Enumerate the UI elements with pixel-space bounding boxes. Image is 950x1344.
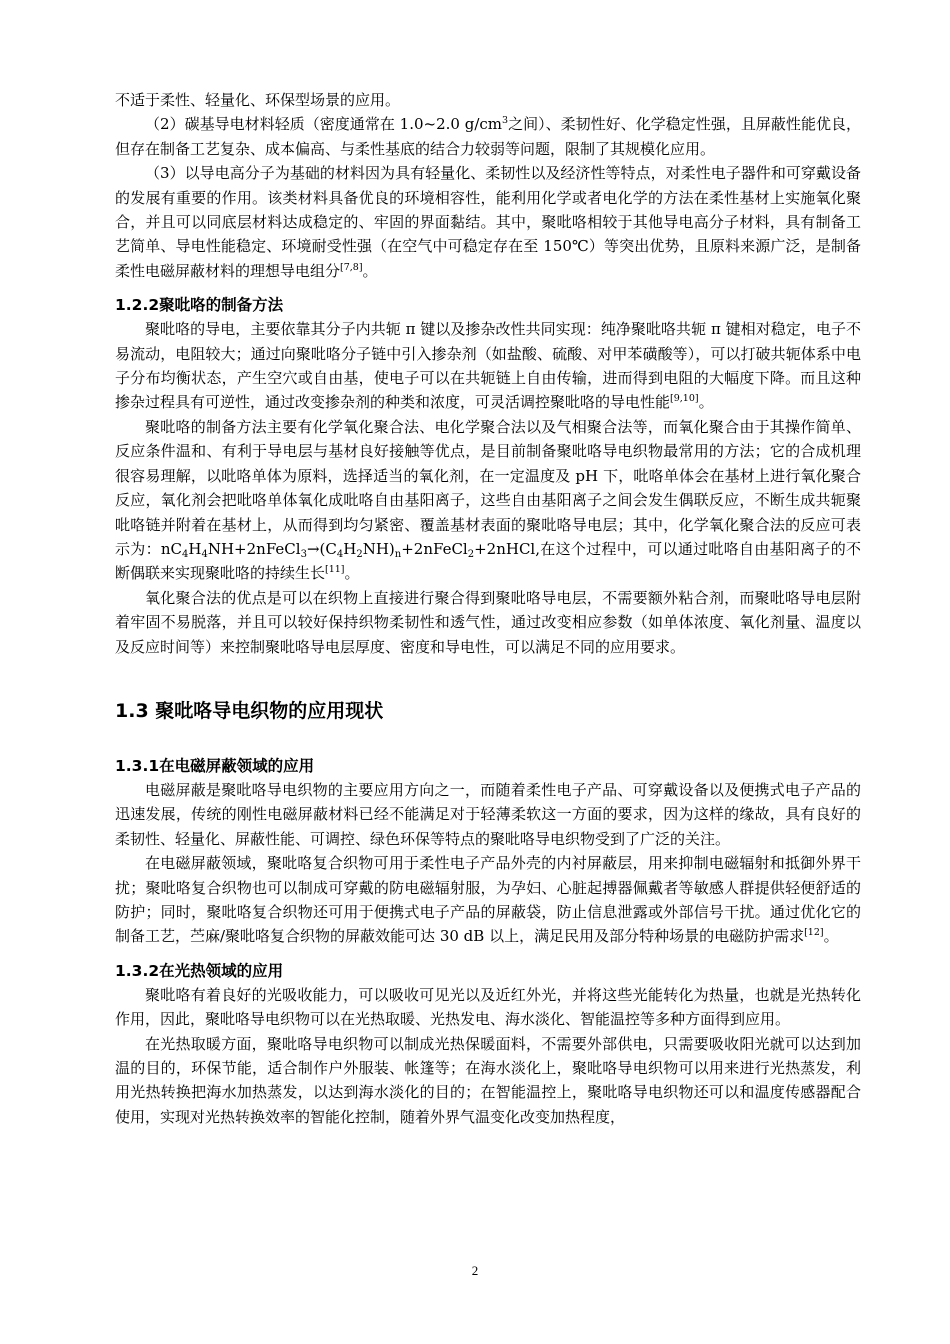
paragraph-preparation-methods: 聚吡咯的制备方法主要有化学氧化聚合法、电化学聚合法以及气相聚合法等，而氧化聚合由于其操作简单、反应条件温和、有利于导电层与基材良好接触等优点，是目前制备聚吡咯导电织物最常用的方法；它的合成机理很容易理解，以吡咯单体为原料，选择适当的氧化剂，在一定温度及 pH 下，吡咯单体会在基材上进行氧化聚合反应，氧化剂会把吡咯单体氧化成吡咯自由基阳离子，这些自由基阳离子之间会发生偶联反应，不断生成共轭聚吡咯链并附着在基材上，从而得到均匀紧密、覆盖基材表面的聚吡咯导电层；其中，化学氧化聚合法的反应可表示为：$nC_4H_4NH+2nFeCl_3\to(C_4H_2NH)_n+2nFeCl_2+2nHCl$,在这个过程中，可以通过吡咯自由基阳离子的不断偶联来实现聚吡咯的持续生长[11]。 (115, 417, 861, 583)
section-heading-1-3-2: 1.3.2在光热领域的应用 (115, 961, 284, 980)
paragraph-oxidative-polymerization-advantages: 氧化聚合法的优点是可以在织物上直接进行聚合得到聚吡咯导电层，不需要额外粘合剂，而聚吡咯导电层附着牢固不易脱落，并且可以较好保持织物柔韧性和透气性，通过改变相应参数（如单体浓度、氧化剂量、温度以及反应时间等）来控制聚吡咯导电层厚度、密度和导电性，可以满足不同的应用要求。 (115, 588, 861, 656)
paragraph-emi-shielding-applications: 在电磁屏蔽领域，聚吡咯复合织物可用于柔性电子产品外壳的内衬屏蔽层，用来抑制电磁辐射和抵御外界干扰；聚吡咯复合织物也可以制成可穿戴的防电磁辐射服，为孕妇、心脏起搏器佩戴者等敏感人群提供轻便舒适的防护；同时，聚吡咯复合织物还可用于便携式电子产品的屏蔽袋，防止信息泄露或外部信号干扰。通过优化它的制备工艺，苎麻/聚吡咯复合织物的屏蔽效能可达 30 dB 以上，满足民用及部分特种场景的电磁防护需求[12]。 (115, 854, 861, 946)
document-page (115, 88, 861, 1129)
paragraph-photothermal-intro: 聚吡咯有着良好的光吸收能力，可以吸收可见光以及近红外光，并将这些光能转化为热量，也就是光热转化作用，因此，聚吡咯导电织物可以在光热取暖、光热发电、海水淡化、智能温控等多种方面得到应用。 (115, 985, 861, 1029)
page-number: 2 (471, 1263, 479, 1278)
section-heading-1-3: 1.3 聚吡咯导电织物的应用现状 (115, 699, 384, 722)
section-heading-1-2-2: 1.2.2聚吡咯的制备方法 (115, 296, 284, 315)
paragraph-conductive-polymer: （3）以导电高分子为基础的材料因为具有轻量化、柔韧性以及经济性等特点，对柔性电子器件和可穿戴设备的发展有重要的作用。该类材料具备优良的环境相容性，能利用化学或者电化学的方法在柔性基材上实施氧化聚合，并且可以同底层材料达成稳定的、牢固的界面黏结。其中，聚吡咯相较于其他导电高分子材料，具有制备工艺简单、导电性能稳定、环境耐受性强（在空气中可稳定存在至 150℃）等突出优势，且原料来源广泛，是制备柔性电磁屏蔽材料的理想导电组分[7,8]。 (115, 164, 861, 280)
section-heading-1-3-1: 1.3.1在电磁屏蔽领域的应用 (115, 756, 315, 775)
citation: [9,10] (670, 393, 699, 405)
citation: [7,8] (340, 261, 363, 273)
paragraph-carbon-materials: （2）碳基导电材料轻质（密度通常在 1.0~2.0 $g/cm^3$之间）、柔韧性好、化学稳定性强，且屏蔽性能优良，但存在制备工艺复杂、成本偏高、与柔性基底的结合力较弱等问题，限制了其规模化应用。 (115, 115, 861, 158)
citation: [12] (804, 927, 824, 939)
paragraph-conduction-mechanism: 聚吡咯的导电，主要依靠其分子内共轭 π 键以及掺杂改性共同实现：纯净聚吡咯共轭 π 键相对稳定，电子不易流动，电阻较大；通过向聚吡咯分子链中引入掺杂剂（如盐酸、硫酸、对甲苯磺酸等），可以打破共轭体系中电子分布均衡状态，产生空穴或自由基，使电子可以在共轭链上自由传输，进而得到电阻的大幅度下降。而且这种掺杂过程具有可逆性，通过改变掺杂剂的种类和浓度，可灵活调控聚吡咯的导电性能[9,10]。 (115, 320, 861, 412)
paragraph-photothermal-applications: 在光热取暖方面，聚吡咯导电织物可以制成光热保暖面料，不需要外部供电，只需要吸收阳光就可以达到加温的目的，环保节能，适合制作户外服装、帐篷等；在海水淡化上，聚吡咯导电织物可以用来进行光热蒸发，利用光热转换把海水加热蒸发，以达到海水淡化的目的；在智能温控上，聚吡咯导电织物还可以和温度传感器配合使用，实现对光热转换效率的智能化控制，随着外界气温变化改变加热程度， (115, 1034, 861, 1126)
reaction-equation: $nC_4H_4NH+2nFeCl_3\to(C_4H_2NH)_n+2nFeCl_2+2nHCl$, (160, 539, 540, 560)
citation: [11] (325, 564, 345, 576)
paragraph-emi-shielding-intro: 电磁屏蔽是聚吡咯导电织物的主要应用方向之一，而随着柔性电子产品、可穿戴设备以及便携式电子产品的迅速发展，传统的刚性电磁屏蔽材料已经不能满足对于轻薄柔软这一方面的要求，因为这样的缘故，具有良好的柔韧性、轻量化、屏蔽性能、可调控、绿色环保等特点的聚吡咯导电织物受到了广泛的关注。 (115, 780, 861, 848)
paragraph-top: 不适于柔性、轻量化、环保型场景的应用。 (115, 91, 401, 109)
